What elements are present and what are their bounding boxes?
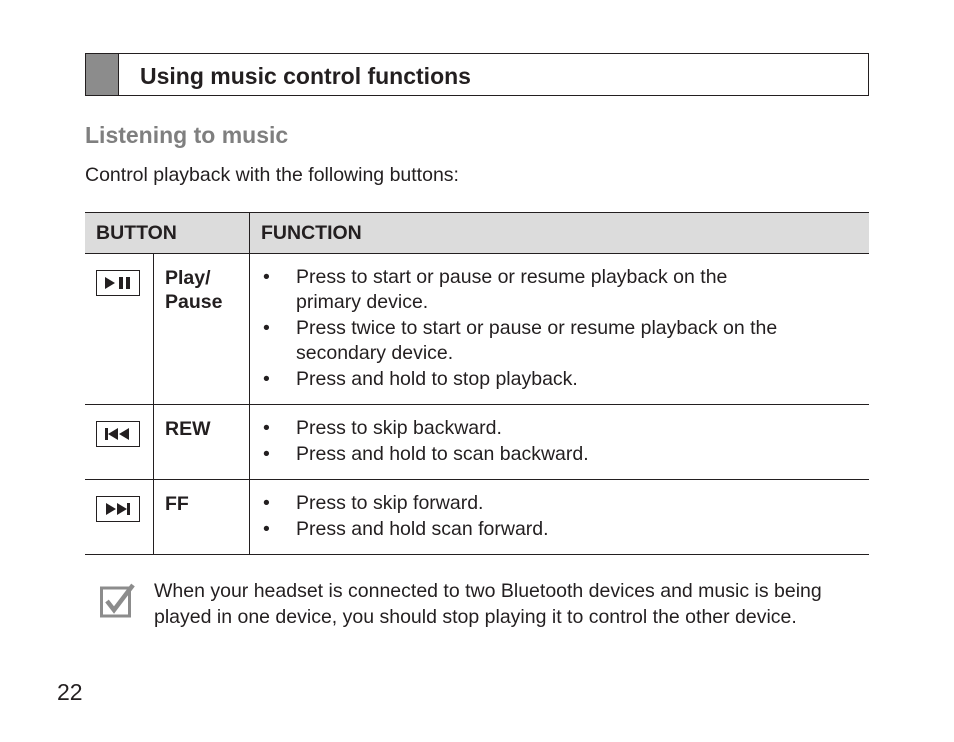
function-list — [261, 491, 549, 543]
section-title: Using music control functions — [140, 63, 471, 89]
button-name-line: FF — [165, 493, 189, 515]
page-number: 22 — [57, 679, 83, 705]
intro-text: Control playback with the following buttons: — [85, 164, 459, 186]
column-divider — [249, 254, 250, 404]
table-row — [85, 254, 869, 405]
button-name-line: REW — [165, 418, 211, 440]
function-list — [261, 265, 796, 393]
button-function-table — [85, 212, 869, 555]
function-bullet: • Press and hold scan forward. — [261, 517, 549, 542]
column-divider — [153, 480, 154, 554]
button-name — [165, 492, 189, 516]
table-header — [85, 212, 869, 254]
column-divider — [249, 480, 250, 554]
header-function: FUNCTION — [261, 222, 362, 244]
function-bullet: • Press and hold to stop playback. — [261, 367, 796, 392]
function-list — [261, 416, 589, 468]
section-header — [85, 53, 869, 96]
table-row — [85, 480, 869, 555]
function-bullet: • Press to start or pause or resume playback on the primary device. — [261, 265, 786, 315]
function-bullet: • Press and hold to scan backward. — [261, 442, 589, 467]
column-divider — [249, 405, 250, 479]
column-divider — [153, 405, 154, 479]
button-name — [165, 266, 222, 314]
header-button: BUTTON — [96, 222, 177, 244]
rewind-icon — [96, 421, 140, 447]
subheading: Listening to music — [85, 122, 289, 148]
button-name-line: Play/ — [165, 267, 211, 289]
column-divider — [153, 254, 154, 404]
table-row — [85, 405, 869, 480]
button-name — [165, 417, 211, 441]
function-bullet: • Press to skip backward. — [261, 416, 589, 441]
section-tab-marker — [86, 54, 119, 95]
function-bullet: • Press to skip forward. — [261, 491, 549, 516]
play-pause-icon — [96, 270, 140, 296]
note-text: When your headset is connected to two Bluetooth devices and music is being played in one device, you should stop playing it to control the other device. — [154, 580, 822, 628]
fast-forward-icon — [96, 496, 140, 522]
button-name-line: Pause — [165, 291, 223, 313]
function-bullet: • Press twice to start or pause or resume playback on the secondary device. — [261, 316, 796, 366]
checkmark-note-icon — [100, 583, 136, 619]
header-divider — [249, 213, 250, 253]
